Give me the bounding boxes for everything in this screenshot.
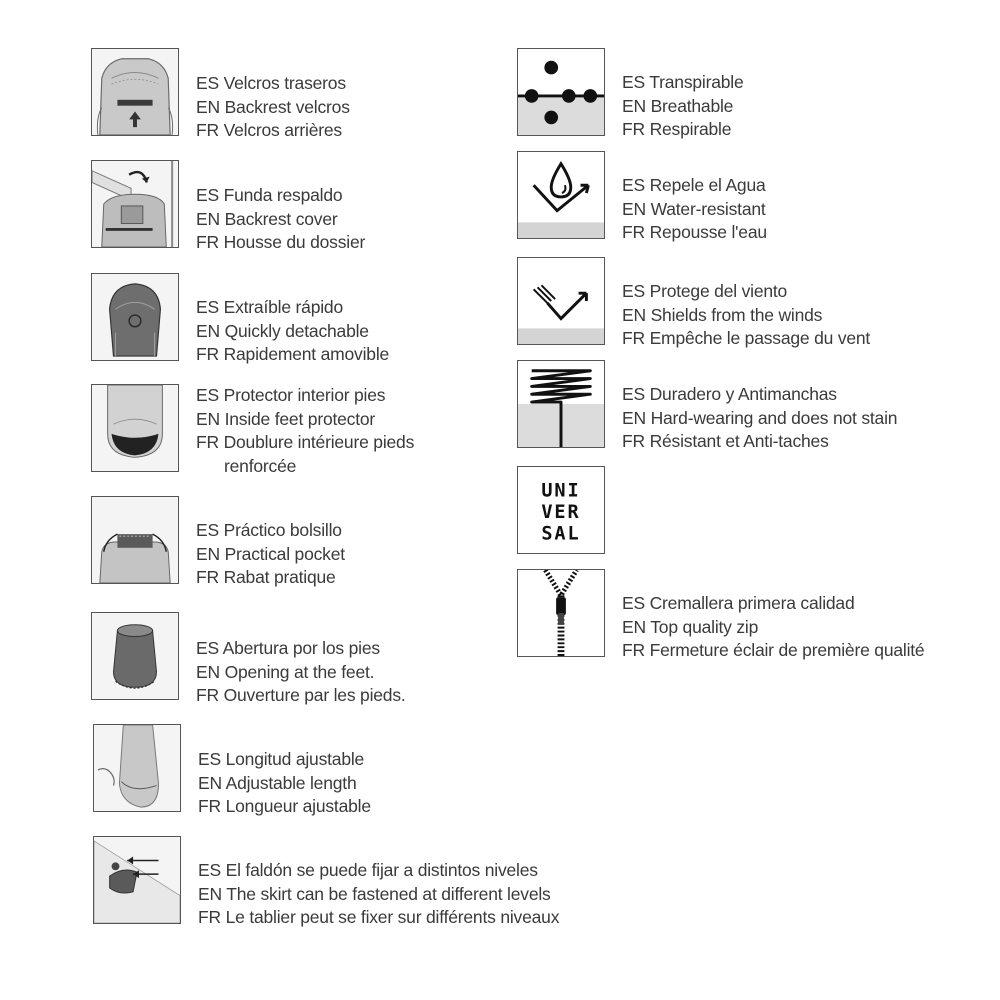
wind-shield-icon <box>517 257 605 345</box>
text-line-es: ES Protege del viento <box>622 281 788 301</box>
text-line-fr: FR Rapidement amovible <box>196 344 390 364</box>
feature-text <box>196 184 365 255</box>
zip-icon <box>517 569 605 657</box>
text-line-en: EN Practical pocket <box>196 543 345 564</box>
text-line-en: EN The skirt can be fastened at different levels <box>198 883 551 904</box>
text-line-fr: FR Le tablier peut se fixer sur différents niveaux <box>198 907 560 927</box>
text-line-en: EN Adjustable length <box>198 772 357 793</box>
text-line-es: ES El faldón se puede fijar a distintos niveles <box>198 860 538 880</box>
universal-line-1: UNI <box>541 480 581 502</box>
text-line-fr: FR Résistant et Anti-taches <box>622 431 829 451</box>
text-line-es: ES Abertura por los pies <box>196 638 380 658</box>
hard-wearing-icon <box>517 360 605 448</box>
feet-opening-icon <box>91 612 179 700</box>
text-line-fr: FR Longueur ajustable <box>198 796 371 816</box>
feature-text <box>622 592 924 663</box>
inside-feet-protector-icon <box>91 384 179 472</box>
text-line-fr-cont: renforcée <box>224 455 297 476</box>
text-line-fr: FR Repousse l'eau <box>622 222 767 242</box>
text-line-es: ES Longitud ajustable <box>198 749 365 769</box>
practical-pocket-icon <box>91 496 179 584</box>
text-line-es: ES Transpirable <box>622 72 744 92</box>
breathable-icon <box>517 48 605 136</box>
backrest-cover-icon <box>91 160 179 248</box>
text-line-en: EN Inside feet protector <box>196 408 376 429</box>
feature-text <box>196 519 345 590</box>
text-line-fr: FR Doublure intérieure pieds <box>196 432 415 452</box>
text-line-en: EN Backrest velcros <box>196 96 350 117</box>
adjustable-length-icon <box>93 724 181 812</box>
universal-line-3: SAL <box>541 523 581 545</box>
quick-detach-icon <box>91 273 179 361</box>
text-line-es: ES Protector interior pies <box>196 385 386 405</box>
text-line-es: ES Extraíble rápido <box>196 297 343 317</box>
feature-text <box>196 384 414 478</box>
text-line-es: ES Práctico bolsillo <box>196 520 342 540</box>
text-line-es: ES Cremallera primera calidad <box>622 593 855 613</box>
text-line-fr: FR Rabat pratique <box>196 567 336 587</box>
text-line-en: EN Water-resistant <box>622 198 766 219</box>
feature-text <box>622 71 744 142</box>
universal-icon <box>517 466 605 554</box>
feature-text <box>196 637 406 708</box>
text-line-es: ES Duradero y Antimanchas <box>622 384 837 404</box>
text-line-en: EN Backrest cover <box>196 208 338 229</box>
backrest-velcro-icon <box>91 48 179 136</box>
feature-text <box>622 383 897 454</box>
feature-text <box>196 72 350 143</box>
text-line-en: EN Breathable <box>622 95 734 116</box>
text-line-es: ES Repele el Agua <box>622 175 766 195</box>
text-line-fr: FR Fermeture éclair de première qualité <box>622 640 925 660</box>
water-resistant-icon <box>517 151 605 239</box>
text-line-fr: FR Respirable <box>622 119 732 139</box>
feature-text <box>198 859 559 930</box>
text-line-es: ES Funda respaldo <box>196 185 343 205</box>
text-line-en: EN Opening at the feet. <box>196 661 375 682</box>
skirt-levels-icon <box>93 836 181 924</box>
text-line-fr: FR Housse du dossier <box>196 232 366 252</box>
text-line-fr: FR Velcros arrières <box>196 120 342 140</box>
feature-text <box>196 296 389 367</box>
text-line-fr: FR Ouverture par les pieds. <box>196 685 406 705</box>
text-line-en: EN Quickly detachable <box>196 320 369 341</box>
text-line-en: EN Top quality zip <box>622 616 759 637</box>
feature-text <box>622 280 870 351</box>
text-line-en: EN Shields from the winds <box>622 304 823 325</box>
feature-text <box>198 748 371 819</box>
feature-text <box>622 174 767 245</box>
text-line-en: EN Hard-wearing and does not stain <box>622 407 898 428</box>
text-line-fr: FR Empêche le passage du vent <box>622 328 871 348</box>
text-line-es: ES Velcros traseros <box>196 73 346 93</box>
universal-line-2: VER <box>541 501 581 523</box>
